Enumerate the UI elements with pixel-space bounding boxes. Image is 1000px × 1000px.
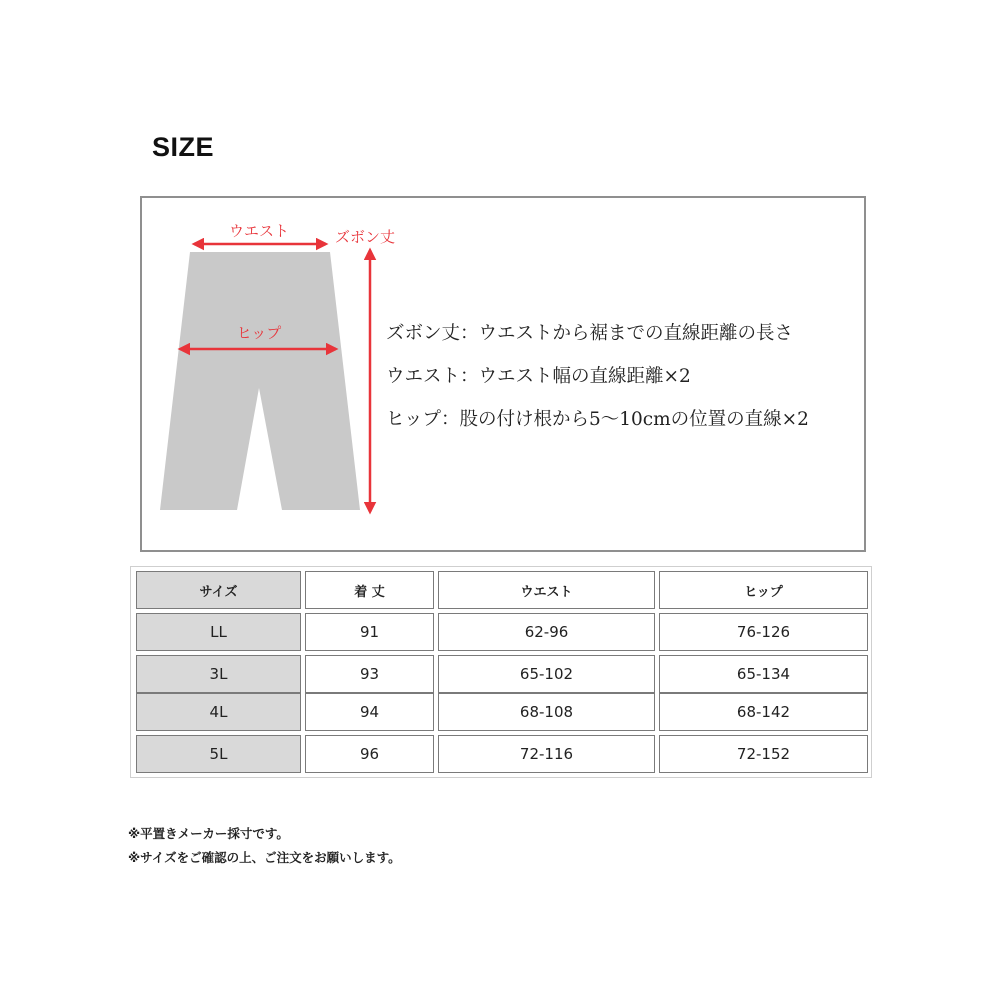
- table-cell-waist: 65-102: [438, 655, 655, 693]
- table-cell-hip: 65-134: [659, 655, 868, 693]
- table-cell-length: 94: [305, 693, 434, 731]
- measurement-definitions: [386, 312, 809, 441]
- table-cell-size: 3L: [136, 655, 301, 693]
- length-label: ズボン丈: [335, 228, 396, 246]
- table-cell-size: 4L: [136, 693, 301, 731]
- pants-shape: [160, 252, 360, 510]
- waist-label: ウエスト: [228, 222, 290, 240]
- page-title: SIZE: [152, 132, 215, 162]
- table-cell-length: 96: [305, 735, 434, 773]
- size-diagram: [140, 196, 866, 552]
- header-waist: ウエスト: [438, 571, 655, 609]
- table-cell-length: 93: [305, 655, 434, 693]
- note-confirm-size: ※サイズをご確認の上、ご注文をお願いします。: [128, 850, 401, 865]
- definition-length: ズボン丈：ウエストから裾までの直線距離の長さ: [386, 323, 794, 344]
- table-cell-hip: 68-142: [659, 693, 868, 731]
- header-length: 着 丈: [305, 571, 434, 609]
- definition-waist: ウエスト：ウエスト幅の直線距離×2: [386, 366, 691, 387]
- header-hip: ヒップ: [659, 571, 868, 609]
- table-cell-length: 91: [305, 613, 434, 651]
- notes: [128, 822, 401, 870]
- table-cell-waist: 68-108: [438, 693, 655, 731]
- header-size: サイズ: [136, 571, 301, 609]
- table-cell-size: LL: [136, 613, 301, 651]
- table-cell-hip: 76-126: [659, 613, 868, 651]
- table-cell-waist: 62-96: [438, 613, 655, 651]
- table-cell-waist: 72-116: [438, 735, 655, 773]
- table-cell-size: 5L: [136, 735, 301, 773]
- hip-label: ヒップ: [236, 324, 282, 342]
- definition-hip: ヒップ：股の付け根から5～10cmの位置の直線×2: [386, 409, 809, 430]
- size-table: [130, 566, 872, 778]
- table-cell-hip: 72-152: [659, 735, 868, 773]
- note-measurement: ※平置きメーカー採寸です。: [128, 826, 289, 841]
